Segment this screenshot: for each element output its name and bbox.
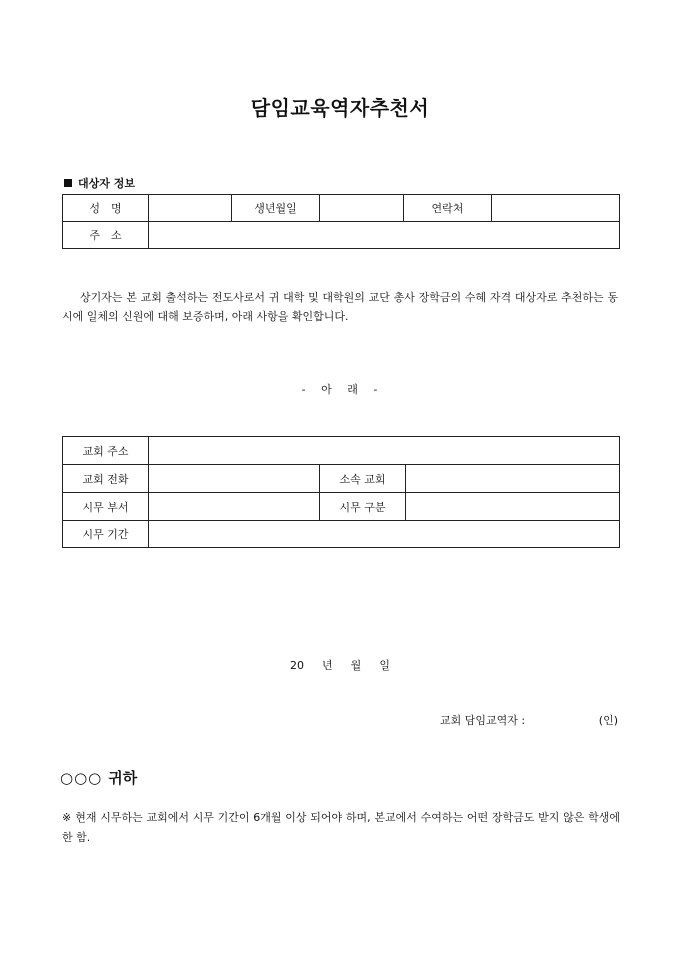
below-marker: - 아 래 - [301,383,379,396]
contact-field[interactable] [492,195,620,222]
document-title: 담임교육역자추천서 [250,96,430,120]
signature-label: 교회 담임교역자 : [440,714,526,727]
recipient-line [60,767,137,788]
date-line [0,657,680,673]
birth-date-label: 생년월일 [232,195,320,222]
year-prefix: 20 [290,659,305,672]
church-info-table [62,436,620,548]
church-address-label: 교회 주소 [63,437,149,465]
section-heading [64,175,135,191]
seal-mark: (인) [598,714,618,727]
affiliated-church-label: 소속 교회 [320,465,406,493]
eligibility-note: ※ 현재 시무하는 교회에서 시무 기간이 6개월 이상 되어야 하며, 본교에서 수여하는 어떤 장학금도 받지 않은 학생에 한 함. [62,811,620,844]
name-label: 성 명 [63,195,149,222]
year-unit: 년 [322,659,333,672]
day-unit: 일 [379,659,390,672]
recommendation-statement: 상기자는 본 교회 출석하는 전도사로서 귀 대학 및 대학원의 교단 총사 장학금의 수혜 자격 대상자로 추천하는 동시에 일체의 신원에 대해 보증하며, 아래 사항을 확인합니다. [62,291,618,323]
church-address-field[interactable] [149,437,620,465]
month-unit: 월 [350,659,362,672]
ministry-type-label: 시무 구분 [320,493,406,521]
ministry-type-field[interactable] [406,493,620,521]
birth-date-field[interactable] [320,195,404,222]
contact-label: 연락처 [404,195,492,222]
ministry-period-field[interactable] [149,521,620,548]
recipient-placeholder: ○○○ [60,769,103,787]
recipient-honorific: 귀하 [108,769,138,787]
address-field[interactable] [149,222,620,249]
church-phone-field[interactable] [149,465,320,493]
church-phone-label: 교회 전화 [63,465,149,493]
square-bullet-icon [64,179,72,187]
affiliated-church-field[interactable] [406,465,620,493]
name-field[interactable] [149,195,232,222]
section-heading-label: 대상자 정보 [78,177,135,190]
address-label: 주 소 [63,222,149,249]
signature-line [440,712,618,728]
applicant-info-table [62,194,620,249]
ministry-dept-label: 시무 부서 [63,493,149,521]
ministry-period-label: 시무 기간 [63,521,149,548]
ministry-dept-field[interactable] [149,493,320,521]
